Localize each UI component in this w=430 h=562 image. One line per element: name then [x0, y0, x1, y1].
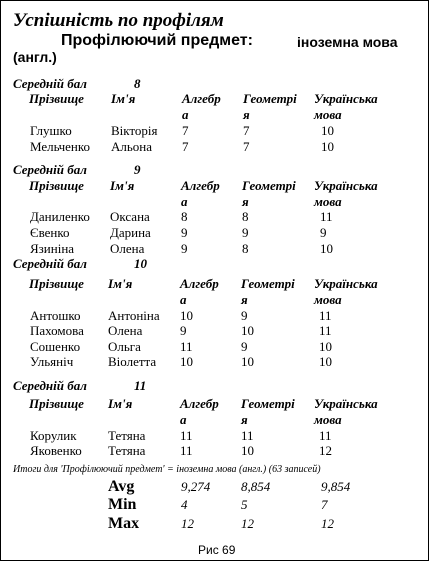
- column-header-algebra: Алгебр а: [182, 91, 221, 122]
- cell-geometry: 9: [241, 308, 248, 323]
- cell-name: Антоніна: [108, 308, 160, 323]
- stat-ukrainian: 7: [321, 497, 328, 512]
- stat-geometry: 5: [241, 497, 248, 512]
- cell-name: Олена: [110, 241, 145, 256]
- cell-ukrainian: 10: [319, 339, 332, 354]
- cell-name: Ольга: [108, 339, 141, 354]
- stat-ukrainian: 12: [321, 516, 334, 531]
- cell-surname: Мельченко: [30, 139, 91, 154]
- cell-algebra: 9: [181, 225, 188, 240]
- cell-algebra: 11: [180, 443, 193, 458]
- column-header-geometry: Геометрі я: [241, 276, 295, 307]
- subject-value: іноземна мова: [297, 34, 398, 50]
- cell-geometry: 10: [241, 443, 254, 458]
- stat-label: Avg: [108, 478, 135, 495]
- cell-algebra: 9: [180, 323, 187, 338]
- cell-surname: Пахомова: [30, 323, 84, 338]
- cell-name: Віолетта: [108, 354, 157, 369]
- group-avg-value: 10: [134, 256, 147, 271]
- group-avg-label: Середній бал: [13, 76, 87, 91]
- figure-caption: Рис 69: [198, 543, 236, 557]
- cell-algebra: 8: [181, 209, 188, 224]
- stat-geometry: 8,854: [241, 479, 271, 494]
- column-header-geometry: Геометрі я: [241, 396, 295, 427]
- cell-surname: Корулик: [30, 428, 77, 443]
- cell-surname: Сошенко: [30, 339, 81, 354]
- cell-ukrainian: 10: [321, 139, 334, 154]
- column-header-algebra: Алгебр а: [181, 178, 220, 209]
- cell-name: Тетяна: [108, 443, 146, 458]
- subject-label: Профілюючий предмет:: [61, 32, 253, 49]
- cell-surname: Антошко: [30, 308, 81, 323]
- cell-geometry: 11: [241, 428, 254, 443]
- column-header-ukrainian: Українська мова: [314, 91, 378, 122]
- column-header-name: Ім'я: [108, 276, 133, 291]
- cell-geometry: 7: [243, 139, 250, 154]
- cell-algebra: 11: [180, 339, 193, 354]
- group-avg-value: 8: [134, 76, 141, 91]
- column-header-algebra: Алгебр а: [180, 276, 219, 307]
- cell-ukrainian: 11: [319, 428, 332, 443]
- cell-surname: Ульяніч: [30, 354, 74, 369]
- stat-label: Min: [108, 496, 137, 513]
- column-header-surname: Прізвище: [29, 276, 84, 291]
- cell-algebra: 10: [180, 354, 193, 369]
- cell-name: Альона: [111, 139, 153, 154]
- column-header-geometry: Геометрі я: [243, 91, 297, 122]
- cell-ukrainian: 10: [321, 123, 334, 138]
- cell-geometry: 10: [241, 354, 254, 369]
- cell-name: Вікторія: [111, 123, 158, 138]
- group-avg-label: Середній бал: [13, 378, 87, 393]
- cell-name: Тетяна: [108, 428, 146, 443]
- stat-algebra: 9,274: [181, 479, 211, 494]
- column-header-ukrainian: Українська мова: [314, 396, 378, 427]
- stat-ukrainian: 9,854: [321, 479, 351, 494]
- cell-ukrainian: 12: [319, 443, 332, 458]
- column-header-geometry: Геометрі я: [242, 178, 296, 209]
- column-header-name: Ім'я: [111, 91, 136, 106]
- stat-algebra: 12: [181, 516, 194, 531]
- totals-label: Итоги для 'Профілюючий предмет' = іноземна мова (англ.) (63 записей): [13, 464, 321, 475]
- cell-ukrainian: 10: [320, 241, 333, 256]
- cell-surname: Євенко: [30, 225, 70, 240]
- column-header-surname: Прізвище: [29, 178, 84, 193]
- cell-surname: Язиніна: [30, 241, 75, 256]
- cell-name: Оксана: [110, 209, 150, 224]
- cell-geometry: 9: [242, 225, 249, 240]
- cell-geometry: 9: [241, 339, 248, 354]
- stat-algebra: 4: [181, 497, 188, 512]
- cell-ukrainian: 10: [319, 354, 332, 369]
- cell-name: Дарина: [110, 225, 151, 240]
- cell-surname: Глушко: [30, 123, 72, 138]
- column-header-ukrainian: Українська мова: [314, 178, 378, 209]
- column-header-ukrainian: Українська мова: [314, 276, 378, 307]
- cell-geometry: 10: [241, 323, 254, 338]
- report-title: Успішність по профілям: [13, 10, 224, 31]
- cell-ukrainian: 11: [319, 323, 332, 338]
- column-header-name: Ім'я: [110, 178, 135, 193]
- cell-geometry: 7: [243, 123, 250, 138]
- group-avg-label: Середній бал: [13, 162, 87, 177]
- group-avg-label: Середній бал: [13, 256, 87, 271]
- cell-geometry: 8: [242, 241, 249, 256]
- cell-algebra: 11: [180, 428, 193, 443]
- stat-label: Max: [108, 515, 140, 532]
- cell-algebra: 7: [182, 123, 189, 138]
- cell-surname: Даниленко: [30, 209, 90, 224]
- cell-ukrainian: 9: [320, 225, 327, 240]
- column-header-surname: Прізвище: [29, 91, 84, 106]
- subject-value-continued: (англ.): [13, 49, 57, 65]
- cell-algebra: 7: [182, 139, 189, 154]
- group-avg-value: 11: [134, 378, 147, 393]
- cell-name: Олена: [108, 323, 143, 338]
- cell-algebra: 9: [181, 241, 188, 256]
- cell-surname: Яковенко: [30, 443, 82, 458]
- column-header-name: Ім'я: [108, 396, 133, 411]
- cell-ukrainian: 11: [319, 308, 332, 323]
- column-header-algebra: Алгебр а: [180, 396, 219, 427]
- cell-geometry: 8: [242, 209, 249, 224]
- stat-geometry: 12: [241, 516, 254, 531]
- group-avg-value: 9: [134, 162, 141, 177]
- cell-ukrainian: 11: [320, 209, 333, 224]
- column-header-surname: Прізвище: [29, 396, 84, 411]
- cell-algebra: 10: [180, 308, 193, 323]
